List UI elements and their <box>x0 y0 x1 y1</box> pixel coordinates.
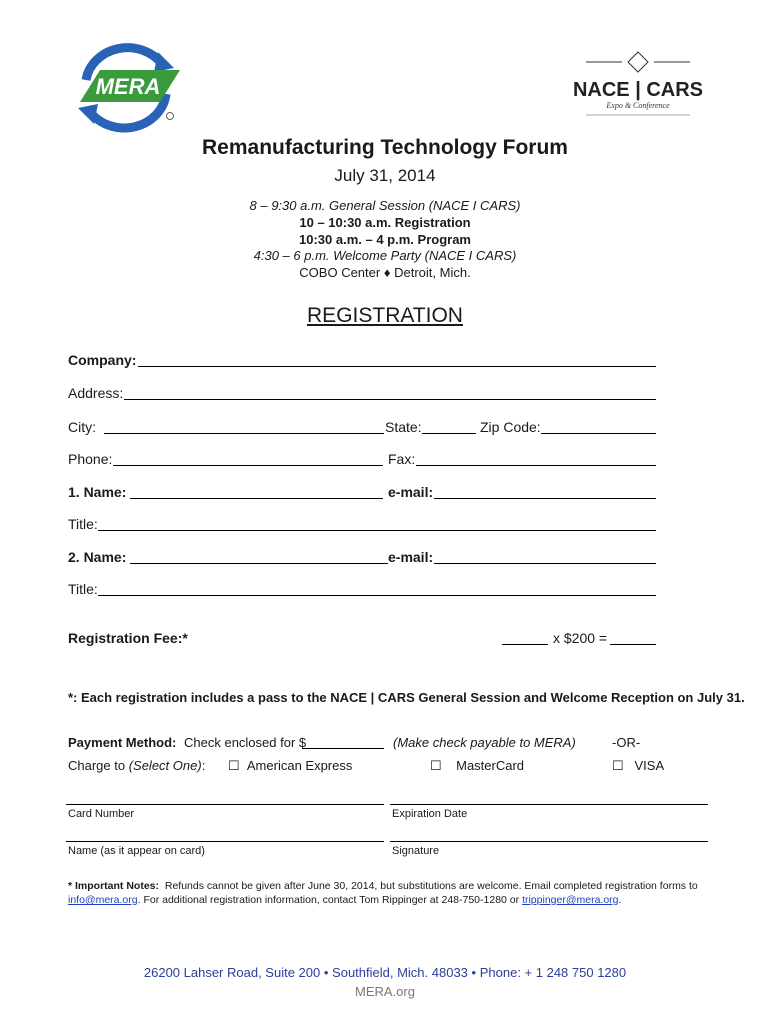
zip-label: Zip Code: <box>480 419 541 435</box>
check-amount-field[interactable] <box>302 748 384 749</box>
state-label: State: <box>385 419 422 435</box>
footer-street: 26200 Lahser Road, Suite 200 <box>143 965 321 980</box>
schedule-item: 10:30 a.m. – 4 p.m. Program <box>299 232 471 247</box>
email1-label: e-mail: <box>388 484 434 500</box>
amex-label: American Express <box>246 758 353 773</box>
fee-quantity-field[interactable] <box>502 644 548 645</box>
checkbox-icon[interactable]: ☐ <box>430 758 442 773</box>
name2-field[interactable] <box>130 563 388 564</box>
svg-text:MERA: MERA <box>95 74 161 99</box>
diamond-icon: ♦ <box>383 265 391 280</box>
signature-field[interactable] <box>390 841 708 842</box>
bullet-icon: • <box>323 965 329 980</box>
phone-field[interactable] <box>113 465 383 466</box>
name1-label: 1. Name: <box>68 484 127 500</box>
card-number-label: Card Number <box>68 808 135 820</box>
select-one: (Select One) <box>128 758 202 773</box>
fee-note: *: Each registration includes a pass to the NACE | CARS General Session and Welcome Reception on July 31. <box>68 690 745 705</box>
page-title: Remanufacturing Technology Forum <box>202 136 568 159</box>
footer-website[interactable]: MERA.org <box>355 984 415 999</box>
schedule-item: 8 – 9:30 a.m. General Session (NACE I CARS) <box>249 198 521 213</box>
footer-city: Southfield, Mich. 48033 <box>332 965 468 980</box>
title1-field[interactable] <box>98 530 656 531</box>
info-email-link[interactable]: info@mera.org <box>68 894 138 906</box>
title2-label: Title: <box>68 581 98 597</box>
visa-label: VISA <box>634 758 665 773</box>
charge-to <box>68 758 205 773</box>
expiration-field[interactable] <box>390 804 708 805</box>
visa-option[interactable] <box>612 758 664 774</box>
charge-label: Charge to <box>68 758 129 773</box>
signature-label: Signature <box>392 845 440 857</box>
svg-text:NACE | CARS: NACE | CARS <box>572 79 704 101</box>
name-on-card-field[interactable] <box>66 841 384 842</box>
mastercard-label: MasterCard <box>456 758 525 773</box>
checkbox-icon[interactable]: ☐ <box>228 758 240 773</box>
footer-address <box>0 965 770 980</box>
state-field[interactable] <box>422 433 476 434</box>
expiration-label: Expiration Date <box>392 808 468 820</box>
venue-name: COBO Center <box>299 265 381 280</box>
fee-calc: x $200 = <box>553 630 608 646</box>
venue-city: Detroit, Mich. <box>394 265 471 280</box>
email1-field[interactable] <box>434 498 656 499</box>
footer-phone: Phone: + 1 248 750 1280 <box>479 965 627 980</box>
address-label: Address: <box>68 385 124 401</box>
notes-label: * Important Notes: <box>68 880 160 892</box>
card-number-field[interactable] <box>66 804 384 805</box>
company-field[interactable] <box>138 366 656 367</box>
schedule-item: 10 – 10:30 a.m. Registration <box>299 215 471 230</box>
payment-method-label: Payment Method: <box>68 735 177 750</box>
zip-field[interactable] <box>541 433 656 434</box>
company-label: Company: <box>68 352 137 368</box>
registration-heading: REGISTRATION <box>307 304 463 327</box>
title2-field[interactable] <box>98 595 656 596</box>
or-label: -OR- <box>612 735 641 750</box>
name-on-card-label: Name (as it appear on card) <box>68 845 205 857</box>
payable-note: (Make check payable to MERA) <box>393 735 576 750</box>
email2-field[interactable] <box>434 563 656 564</box>
city-label: City: <box>68 419 96 435</box>
title1-label: Title: <box>68 516 98 532</box>
fee-label: Registration Fee:* <box>68 630 188 646</box>
important-notes <box>68 879 718 907</box>
fax-label: Fax: <box>388 451 416 467</box>
mera-logo <box>66 42 186 132</box>
venue <box>0 265 770 280</box>
name2-label: 2. Name: <box>68 549 127 565</box>
city-field[interactable] <box>104 433 384 434</box>
notes-text-2: . For additional registration information, contact Tom Rippinger at 248-750-1280 or <box>137 894 520 906</box>
notes-text-1: Refunds cannot be given after June 30, 2014, but substitutions are welcome. Email completed registration forms to <box>164 880 698 892</box>
fee-total-field[interactable] <box>610 644 656 645</box>
bullet-icon: • <box>471 965 477 980</box>
phone-label: Phone: <box>68 451 113 467</box>
nace-cars-logo <box>572 52 704 122</box>
name1-field[interactable] <box>130 498 383 499</box>
schedule-item: 4:30 – 6 p.m. Welcome Party (NACE I CARS) <box>253 248 517 263</box>
trippinger-email-link[interactable]: trippinger@mera.org <box>522 894 619 906</box>
mastercard-option[interactable] <box>430 758 524 774</box>
notes-text-3: . <box>618 894 622 906</box>
event-date: July 31, 2014 <box>334 166 436 185</box>
checkbox-icon[interactable]: ☐ <box>612 758 624 773</box>
charge-colon: : <box>201 758 206 773</box>
fax-field[interactable] <box>416 465 656 466</box>
amex-option[interactable] <box>228 758 352 774</box>
svg-text:Expo & Conference: Expo & Conference <box>606 101 670 110</box>
check-label: Check enclosed for $ <box>184 735 307 750</box>
email2-label: e-mail: <box>388 549 434 565</box>
address-field[interactable] <box>124 399 656 400</box>
